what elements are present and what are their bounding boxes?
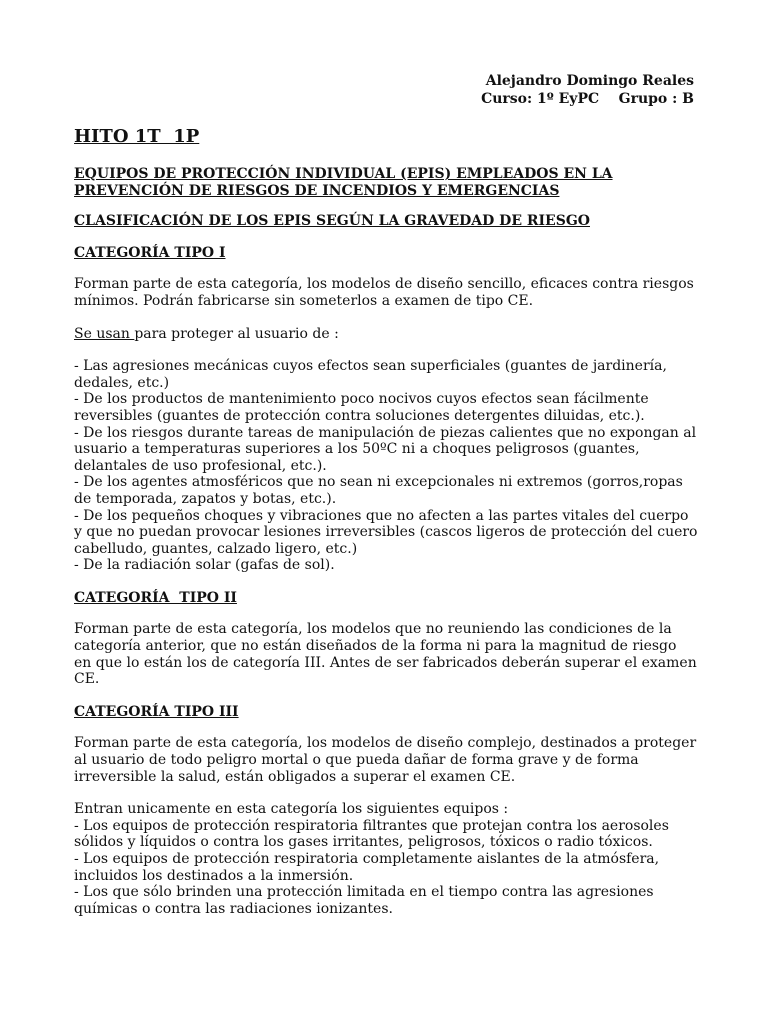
category-1-heading: CATEGORÍA TIPO I [74, 244, 226, 261]
list-item: - De los agentes atmosféricos que no sean ni excepcionales ni extremos (gorros,ropas de temporada, zapatos y botas, etc.). [74, 474, 683, 507]
uses-underlined: Se usan [74, 325, 135, 342]
author-block [481, 72, 694, 108]
course-group: Curso: 1º EyPC Grupo : B [481, 91, 694, 107]
list-item: - Las agresiones mecánicas cuyos efectos sean superficiales (guantes de jardinería, dedales, etc.) [74, 358, 667, 391]
main-title: EQUIPOS DE PROTECCIÓN INDIVIDUAL (EPIS) EMPLEADOS EN LA PREVENCIÓN DE RIESGOS DE INCENDIOS Y EMERGENCIAS [74, 166, 613, 199]
list-item: - De los pequeños choques y vibraciones que no afecten a las partes vitales del cuerpo y que no puedan provocar lesiones irreversibles (cascos ligeros de protección del cuero cabelludo, guantes, calzado ligero, etc.) [74, 507, 698, 557]
list-item: - Los equipos de protección respiratoria completamente aislantes de la atmósfera, incluidos los destinados a la inmersión. [74, 851, 660, 884]
list-item: - De los riesgos durante tareas de manipulación de piezas calientes que no expongan al usuario a temperaturas superiores a los 50ºC ni a choques peligrosos (guantes, delantales de uso profesional, etc.). [74, 424, 697, 474]
category-3-body: Forman parte de esta categoría, los modelos de diseño complejo, destinados a proteger al usuario de todo peligro mortal o que pueda dañar de forma grave y de forma irreversible la salud, están obligados a superar el examen CE. [74, 735, 697, 785]
list-item: - Los equipos de protección respiratoria filtrantes que protejan contra los aerosoles sólidos y líquidos o contra los gases irritantes, peligrosos, tóxicos o radio tóxicos. [74, 817, 669, 851]
hito-title: HITO 1T 1P [74, 126, 200, 147]
category-1-intro: Forman parte de esta categoría, los modelos de diseño sencillo, eficaces contra riesgos mínimos. Podrán fabricarse sin someterlos a examen de tipo CE. [74, 276, 694, 309]
category-2-body: Forman parte de esta categoría, los modelos que no reuniendo las condiciones de la categoría anterior, que no están diseñados de la forma ni para la magnitud de riesgo en que lo están los de categoría III. Antes de ser fabricados deberán superar el examen CE. [74, 621, 697, 688]
list-item: - De la radiación solar (gafas de sol). [74, 557, 335, 574]
category-3-heading: CATEGORÍA TIPO III [74, 703, 239, 720]
list-item: - De los productos de mantenimiento poco nocivos cuyos efectos sean fácilmente reversibles (guantes de protección contra soluciones detergentes diluidas, etc.). [74, 391, 649, 424]
document-body [74, 126, 698, 933]
classification-heading: CLASIFICACIÓN DE LOS EPIS SEGÚN LA GRAVEDAD DE RIESGO [74, 213, 590, 230]
uses-rest: para proteger al usuario de : [134, 325, 339, 342]
category-1-uses-line [74, 326, 698, 343]
list-item: - Los que sólo brinden una protección limitada en el tiempo contra las agresiones químicas o contra las radiaciones ionizantes. [74, 884, 654, 917]
author-name: Alejandro Domingo Reales [485, 73, 694, 89]
category-3-equip-intro: Entran unicamente en esta categoría los siguientes equipos : [74, 801, 509, 818]
category-3-list [74, 818, 698, 918]
category-2-heading: CATEGORÍA TIPO II [74, 589, 237, 606]
category-1-list [74, 358, 698, 574]
